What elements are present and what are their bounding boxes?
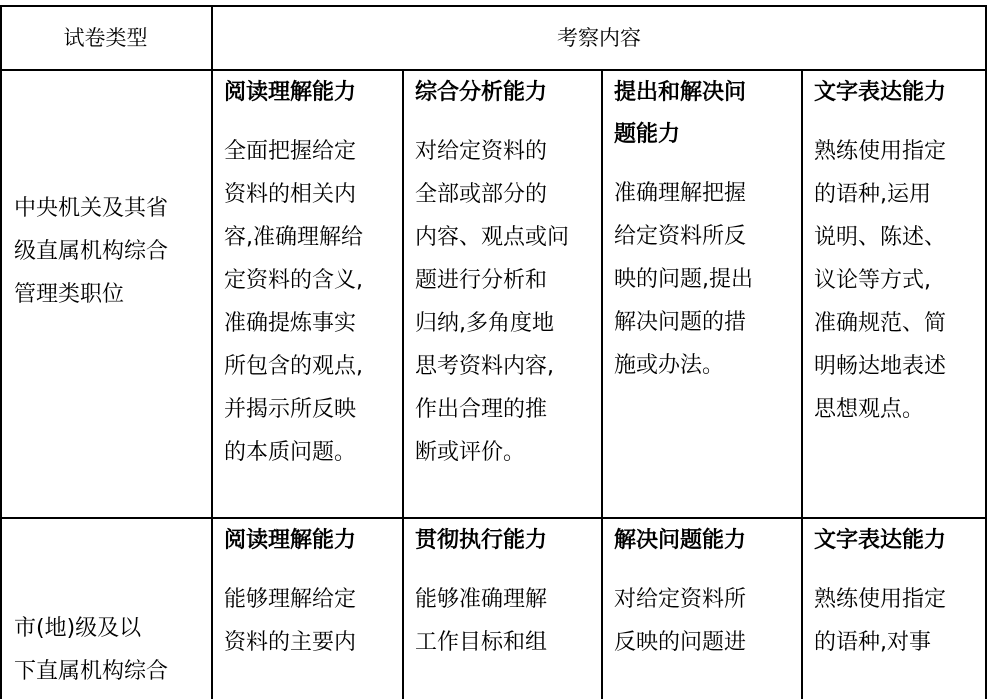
row2-cell-reading-body: 能够理解给定 资料的主要内: [224, 587, 357, 655]
table-right-border: [985, 5, 987, 699]
row2-cell-execution-body: 能够准确理解 工作目标和组: [415, 587, 548, 655]
row2-cell-writing-body: 熟练使用指定 的语种,对事: [814, 587, 947, 655]
row1-cell-writing: [814, 72, 984, 431]
content-column-divider-2: [601, 69, 603, 699]
row1-cell-analysis-title: 综合分析能力: [415, 80, 548, 105]
header-content-label: 考察内容: [557, 26, 641, 50]
header-type-cell: [0, 6, 211, 70]
row2-cell-problem-solving: [614, 520, 799, 664]
row2-cell-reading-title: 阅读理解能力: [224, 528, 357, 553]
row1-bottom-border: [0, 517, 987, 519]
row2-cell-writing-title: 文字表达能力: [814, 528, 947, 553]
row2-cell-execution-title: 贯彻执行能力: [415, 528, 548, 553]
row1-cell-analysis-body: 对给定资料的 全部或部分的 内容、观点或问 题进行分析和 归纳,多角度地 思考资料内容, 作出合理的推 断或评价。: [415, 139, 570, 465]
row1-cell-writing-body: 熟练使用指定 的语种,运用 说明、陈述、 议论等方式, 准确规范、简 明畅达地表述 思想观点。: [814, 139, 947, 422]
row2-cell-problem-solving-title: 解决问题能力: [614, 528, 747, 553]
row1-cell-analysis: [415, 72, 599, 474]
table-left-border: [0, 5, 2, 699]
row1-type-label: 中央机关及其省 级直属机构综合 管理类职位: [14, 196, 169, 307]
row2-cell-problem-solving-body: 对给定资料所 反映的问题进: [614, 587, 747, 655]
row2-cell-writing: [814, 520, 984, 664]
row1-cell-reading-body: 全面把握给定 资料的相关内 容,准确理解给 定资料的含义, 准确提炼事实 所包含的观点, 并揭示所反映 的本质问题。: [224, 139, 363, 465]
row1-cell-reading-title: 阅读理解能力: [224, 80, 357, 105]
type-column-divider: [211, 5, 213, 699]
row2-cell-reading: [224, 520, 400, 664]
row2-type-label: 市(地)级及以 下直属机构综合: [14, 616, 169, 684]
row1-cell-problem-solving: [614, 72, 799, 387]
row2-cell-execution: [415, 520, 599, 664]
row1-cell-writing-title: 文字表达能力: [814, 80, 947, 105]
header-type-label: 试卷类型: [63, 26, 148, 50]
row1-cell-problem-solving-title: 提出和解决问 题能力: [614, 80, 747, 147]
row1-cell-problem-solving-body: 准确理解把握 给定资料所反 映的问题,提出 解决问题的措 施或办法。: [614, 181, 753, 378]
content-column-divider-1: [402, 69, 404, 699]
row1-cell-reading: [224, 72, 400, 474]
header-content-cell: [212, 6, 986, 70]
content-column-divider-3: [801, 69, 803, 699]
